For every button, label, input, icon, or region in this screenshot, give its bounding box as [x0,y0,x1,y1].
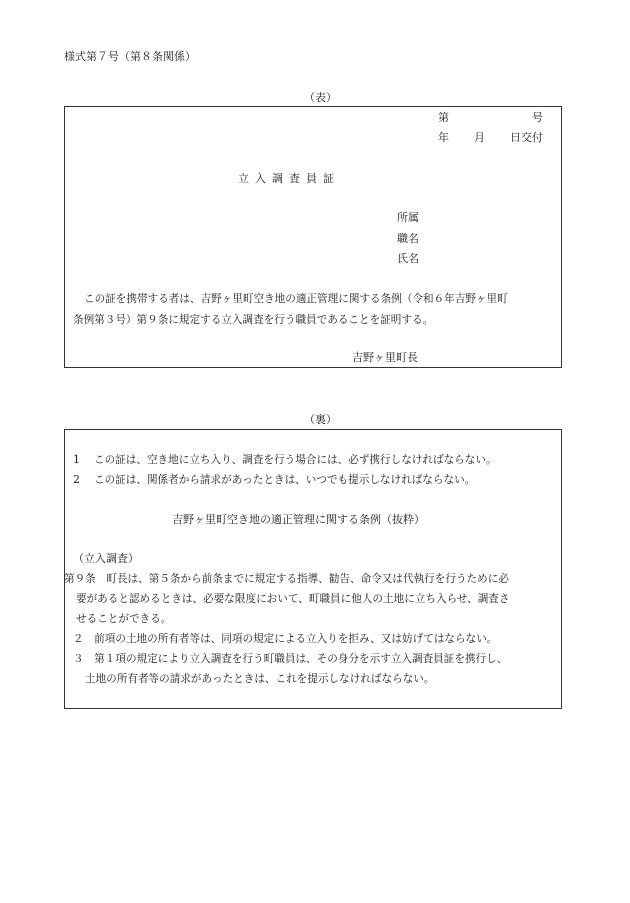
front-heading: （表） [304,91,337,104]
article-9-line-3: せることができる。 [76,613,172,625]
number-label-prefix: 第 [438,111,449,124]
field-position: 職名 [397,232,419,245]
certification-line-1: この証を携帯する者は、吉野ヶ里町空き地の適正管理に関する条例（令和６年吉野ヶ里町 [84,293,508,305]
paragraph-2: ２ 前項の土地の所有者等は、同項の規定による立入りを拒み、又は妨げてはならない。 [73,633,498,645]
article-9-line-1: 第９条 町長は、第５条から前条までに規定する指導、勧告、命令又は代執行を行うために必 [64,573,509,585]
front-card [64,106,562,368]
note-2-text: この証は、関係者から請求があったときは、いつでも提示しなければならない。 [94,474,476,486]
note-2-number: 2 [73,473,80,486]
field-name: 氏名 [397,252,419,265]
paragraph-3-line-2: 土地の所有者等の請求があったときは、これを提示しなければならない。 [85,673,435,685]
field-affiliation: 所属 [397,211,419,224]
note-1-number: 1 [73,453,80,466]
back-card [64,429,562,709]
article-caption: （立入調査） [73,552,139,565]
date-month-label: 月 [474,131,485,144]
excerpt-title: 吉野ヶ里町空き地の適正管理に関する条例（抜粋） [172,513,425,526]
date-day-label: 日交付 [510,131,543,144]
certification-line-2: 条例第３号）第９条に規定する立入調査を行う職員であることを証明する。 [73,314,434,326]
number-label-suffix: 号 [532,111,543,124]
issuer: 吉野ヶ里町長 [352,351,418,364]
date-year-label: 年 [438,131,449,144]
form-label: 様式第７号（第８条関係） [64,50,196,63]
back-heading: （裏） [304,413,337,426]
card-title: 立入調査員証 [238,172,340,185]
note-1-text: この証は、空き地に立ち入り、調査を行う場合には、必ず携行しなければならない。 [94,454,497,466]
article-9-line-2: 要があると認めるときは、必要な限度において、町職員に他人の土地に立ち入らせ、調査さ [76,593,510,605]
paragraph-3-line-1: ３ 第１項の規定により立入調査を行う町職員は、その身分を示す立入調査員証を携行し、 [73,653,508,665]
